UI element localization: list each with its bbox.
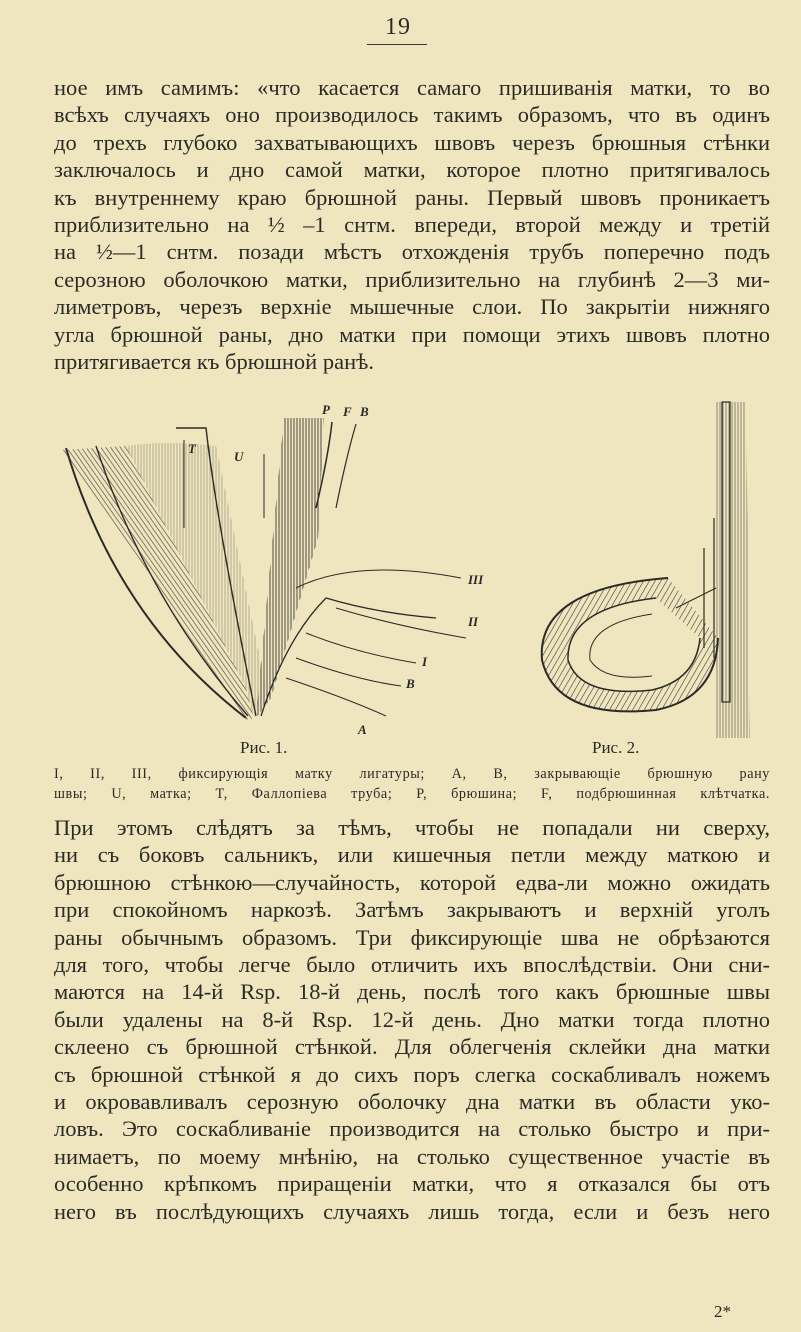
- fig1-label-b-top: B: [360, 404, 369, 419]
- text-line: особенно крѣпкомъ приращеніи матки, что я отказался бы отъ: [54, 1171, 770, 1197]
- text-line: съ брюшной стѣнкой я до сихъ поръ слегка соскабливалъ ножемъ: [54, 1061, 770, 1087]
- text-line: до трехъ глубоко захватывающихъ швовъ черезъ брюшныя стѣнки: [54, 129, 770, 155]
- figure-2-caption: Рис. 2.: [592, 738, 640, 757]
- figure-1-caption: Рис. 1.: [240, 738, 288, 757]
- figure-drawings: [56, 398, 756, 738]
- text-line: приблизительно на ½ –1 снтм. впереди, второй между и третій: [54, 212, 770, 238]
- text-line: къ внутреннему краю брюшной раны. Первый швовъ проникаетъ: [54, 184, 770, 210]
- text-line: заключалось и дно самой матки, которое плотно притягивалось: [54, 157, 770, 183]
- text-line: него въ послѣдующихъ случаяхъ лишь тогда, если и безъ него: [54, 1198, 770, 1224]
- text-line: ловъ. Это соскабливаніе производится на столько быстро и при-: [54, 1116, 770, 1142]
- text-line: ное имъ самимъ: «что касается самаго пришиванія матки, то во: [54, 75, 770, 100]
- text-line: на ½—1 снтм. позади мѣстъ отхожденія трубъ поперечно подъ: [54, 239, 770, 265]
- text-line: угла брюшной раны, дно матки при помощи этихъ швовъ плотно: [54, 321, 770, 347]
- text-line: При этомъ слѣдятъ за тѣмъ, чтобы не попадали ни сверху,: [54, 815, 770, 840]
- fig1-label-u: U: [234, 449, 244, 464]
- anatomical-figures: [56, 398, 756, 738]
- legend-line: I, II, III, фиксирующія матку лигатуры; A, B, закрывающіе брюшную рану: [54, 766, 770, 782]
- text-line: притягивается къ брюшной ранѣ.: [54, 349, 374, 375]
- fig1-label-i: I: [422, 654, 428, 669]
- page-number-rule: [367, 44, 427, 45]
- fig1-label-a: A: [358, 722, 367, 737]
- figure-1-drawing: [62, 402, 484, 737]
- fig1-label-t: T: [188, 441, 196, 456]
- text-line: нимаетъ, по моему мнѣнію, на столько существенное участіе въ: [54, 1143, 770, 1169]
- text-line: были удалены на 8-й Rsp. 12-й день. Дно матки тогда плотно: [54, 1006, 770, 1032]
- text-line: раны обычнымъ образомъ. Три фиксирующіе шва не обрѣзаются: [54, 924, 770, 950]
- figure-2-drawing: [542, 402, 750, 738]
- fig1-label-iii: III: [468, 572, 484, 587]
- fig1-label-f: F: [343, 404, 352, 419]
- fig1-label-p: P: [322, 402, 330, 417]
- text-line: и окровавливалъ серозную оболочку дна матки въ области уко-: [54, 1089, 770, 1115]
- text-line: серозною оболочкою матки, приблизительно на глубинѣ 2—3 ми-: [54, 266, 770, 292]
- text-line: ни съ боковъ сальникъ, или кишечныя петли между маткою и: [54, 842, 770, 868]
- fig1-label-b: B: [406, 676, 415, 691]
- text-line: всѣхъ случаяхъ оно производилось такимъ образомъ, что въ одинъ: [54, 102, 770, 128]
- text-line: брюшною стѣнкою—случайность, которой едва-ли можно ожидать: [54, 869, 770, 895]
- text-line: для того, чтобы легче было отличить ихъ впослѣдствіи. Они сни-: [54, 952, 770, 978]
- page-number: 19: [385, 14, 411, 40]
- paragraph-1: [54, 74, 770, 375]
- text-line: маются на 14-й Rsp. 18-й день, послѣ того какъ брюшные швы: [54, 979, 770, 1005]
- fig1-label-ii: II: [468, 614, 479, 629]
- text-line: при спокойномъ наркозѣ. Затѣмъ закрываютъ и верхній уголъ: [54, 897, 770, 923]
- text-line: склеено съ брюшной стѣнкой. Для облегченія склейки дна матки: [54, 1034, 770, 1060]
- paragraph-2: [54, 814, 770, 1225]
- figure-legend: [54, 764, 770, 804]
- signature-mark: 2*: [714, 1302, 731, 1321]
- text-line: лиметровъ, черезъ верхніе мышечные слои. По закрытіи нижняго: [54, 294, 770, 320]
- legend-line: швы; U, матка; T, Фаллопіева труба; P, брюшина; F, подбрюшинная клѣтчатка.: [54, 786, 770, 802]
